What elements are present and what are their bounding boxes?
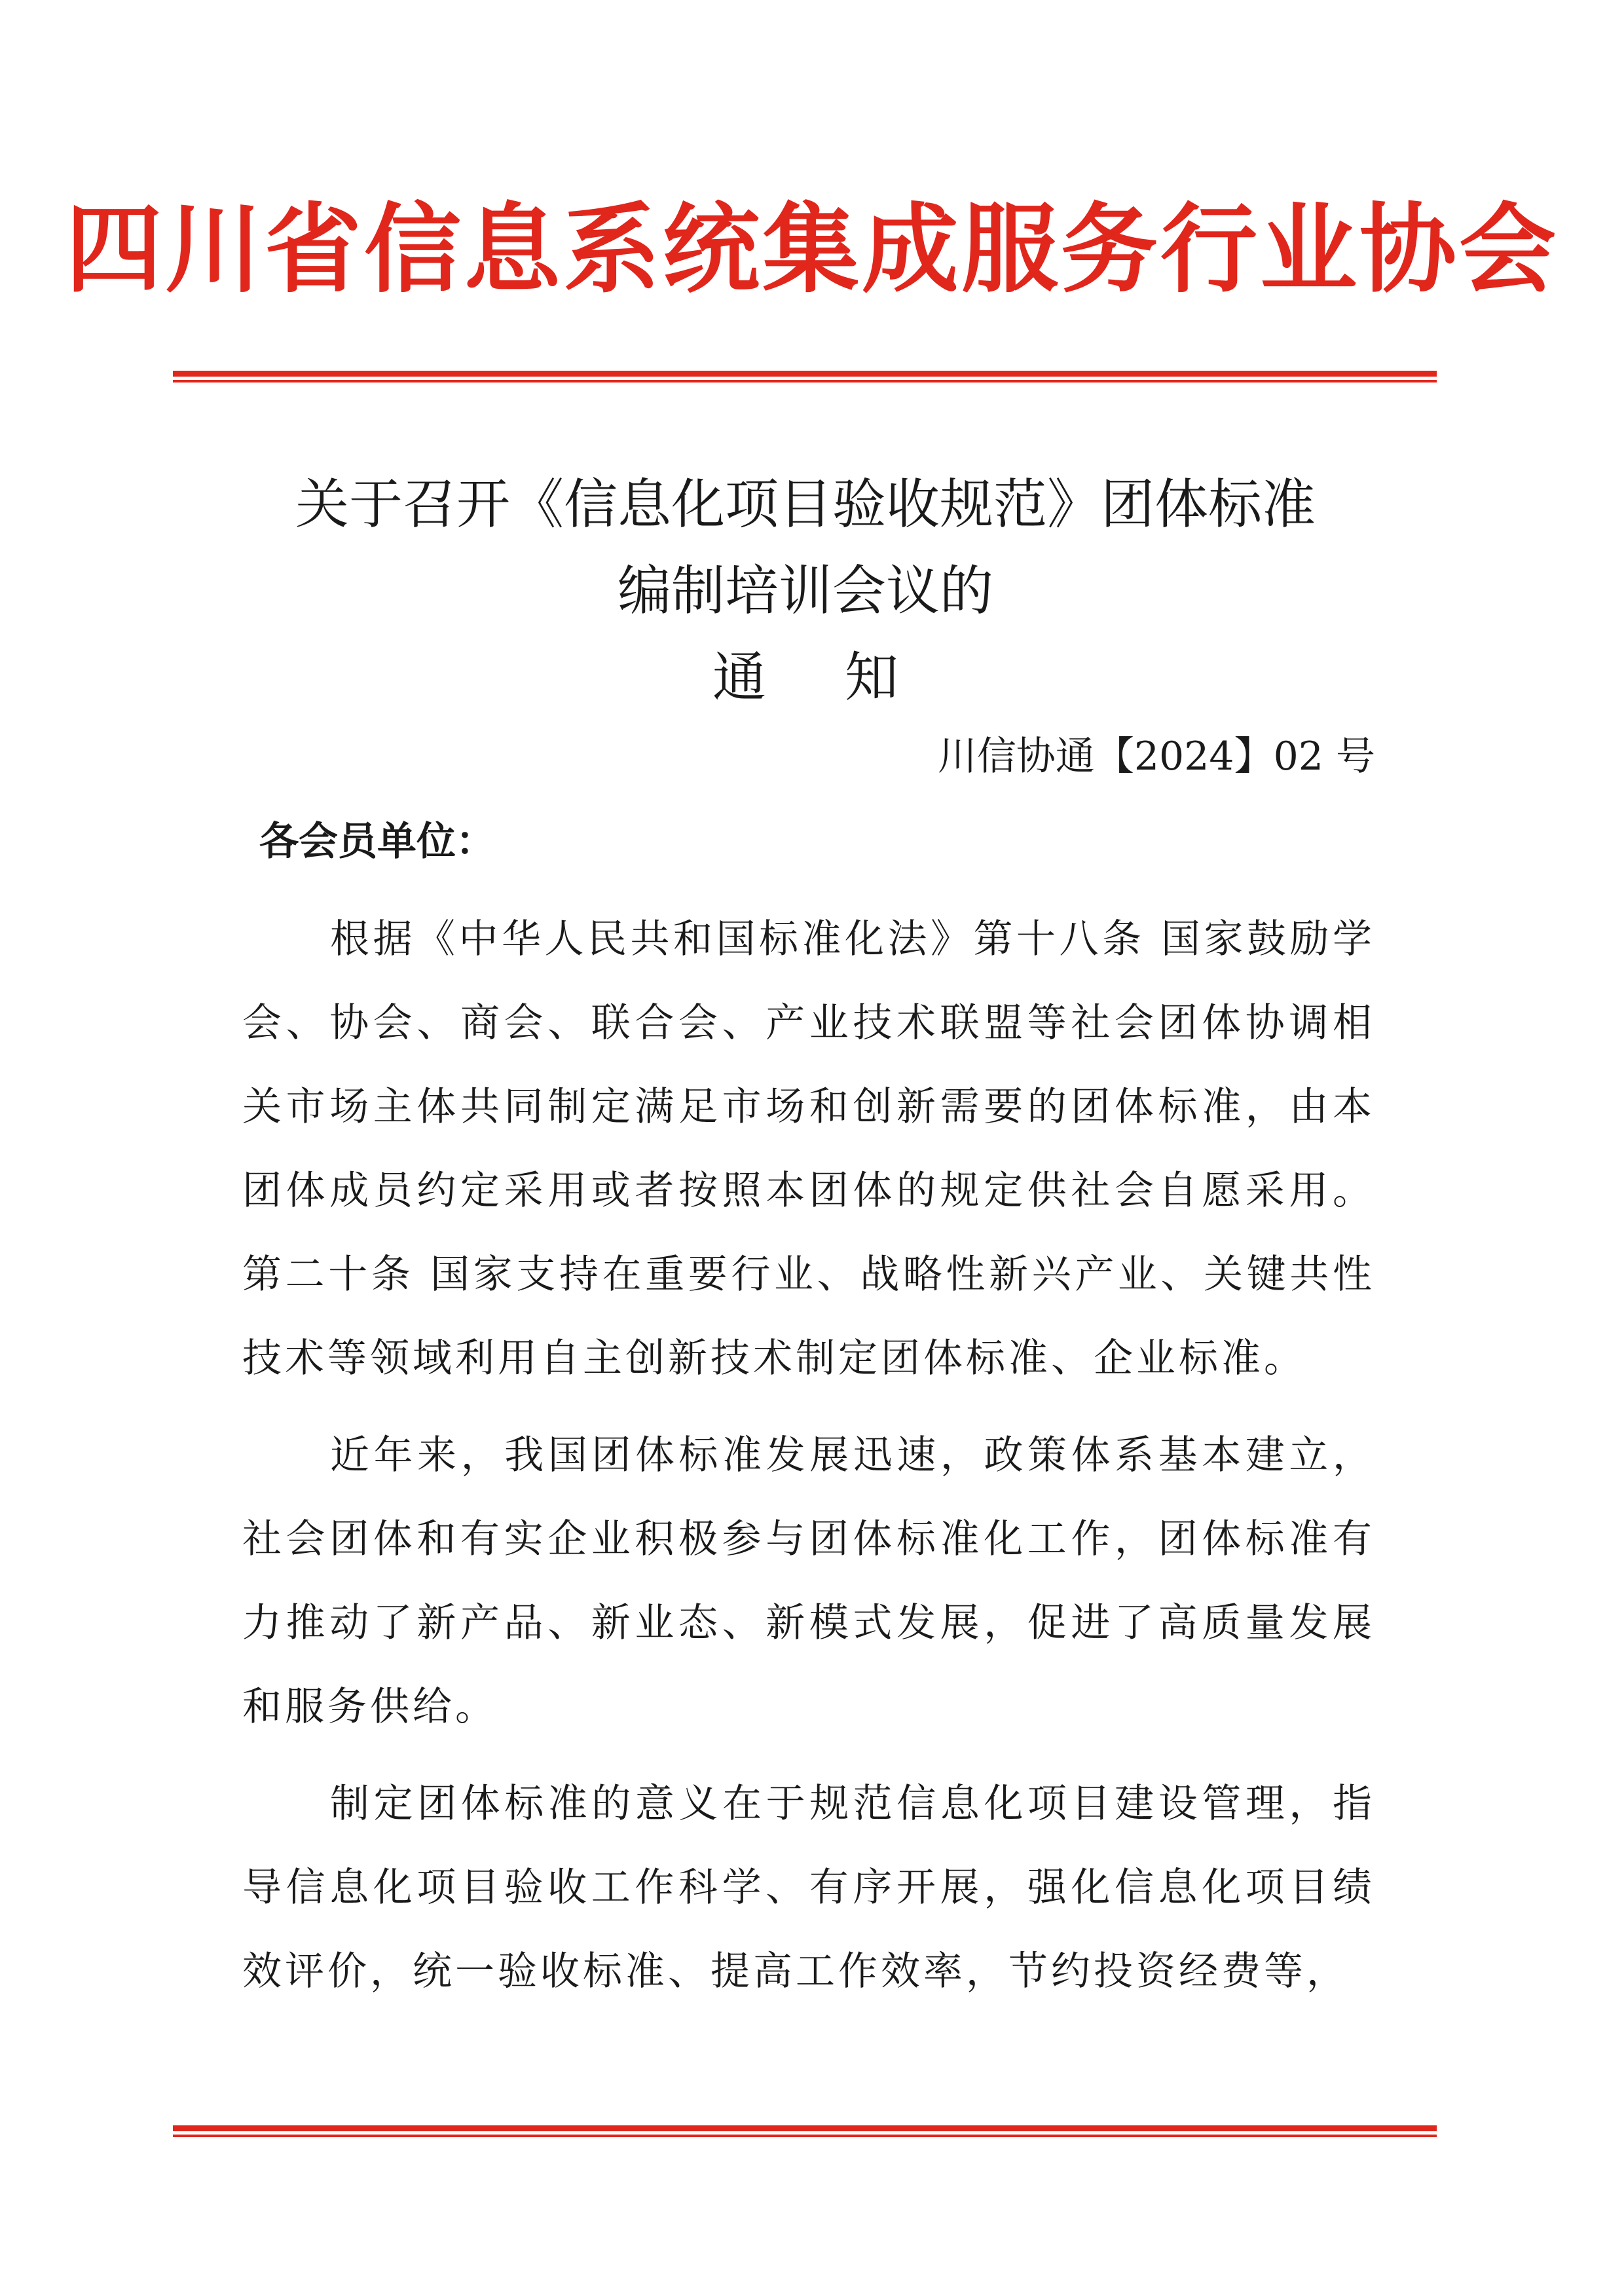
body-paragraph: 根据《中华人民共和国标准化法》第十八条 国家鼓励学会、协会、商会、联合会、产业技术联盟等社会团体协调相关市场主体共同制定满足市场和创新需要的团体标准，由本团体成员约定采用或者按照本团体的规定供社会自愿采用。第二十条 国家支持在重要行业、战略性新兴产业、关键共性技术等领域利用自主创新技术制定团体标准、企业标准。 (242, 916, 1375, 1381)
body-paragraph: 近年来，我国团体标准发展迅速，政策体系基本建立，社会团体和有实企业积极参与团体标准化工作，团体标准有力推动了新产品、新业态、新模式发展，促进了高质量发展和服务供给。 (242, 1432, 1375, 1730)
title-line-2: 编制培训会议的 (617, 560, 993, 622)
notice-title (196, 462, 1414, 721)
body-paragraph: 制定团体标准的意义在于规范信息化项目建设管理，指导信息化项目验收工作科学、有序开展，强化信息化项目绩效评价，统一验收标准、提高工作效率，节约投资经费等， (242, 1781, 1375, 1994)
header-red-divider (173, 371, 1437, 382)
title-line-1: 关于召开《信息化项目验收规范》团体标准 (295, 474, 1316, 536)
document-number: 川信协通【2024】02 号 (937, 734, 1375, 779)
title-line-notice: 通知 (712, 646, 977, 709)
body-text (242, 897, 1375, 2026)
footer-red-divider (173, 2125, 1437, 2137)
addressee: 各会员单位： (259, 819, 495, 865)
organization-header: 四川省信息系统集成服务行业协会 (65, 192, 1559, 306)
